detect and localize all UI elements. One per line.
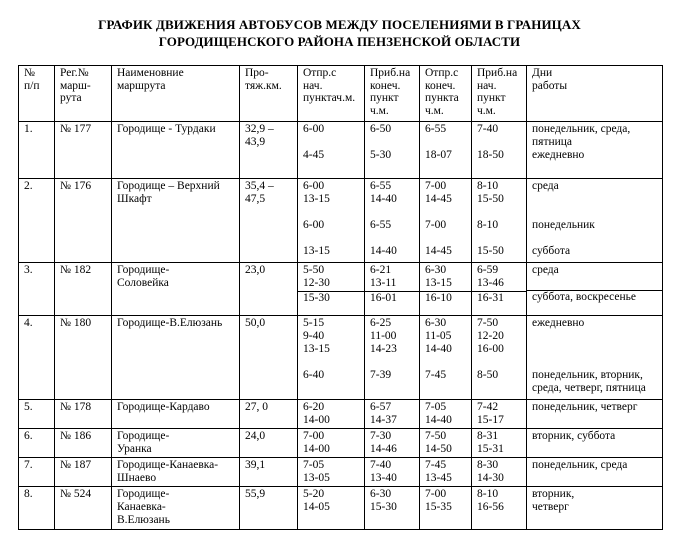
- header-reg: Рег.№ марш- рута: [55, 66, 112, 122]
- working-days: вторник, суббота: [527, 429, 663, 458]
- route-reg: № 186: [55, 429, 112, 458]
- arr-start-times: 6-59 13-46 16-31: [472, 263, 527, 316]
- arr-end-times: 7-30 14-46: [365, 429, 420, 458]
- arr-start-times: 8-10 16-56: [472, 487, 527, 530]
- route-name: Городище-В.Елюзань: [112, 316, 240, 400]
- arr-start-times: 8-10 15-50 8-10 15-50: [472, 179, 527, 263]
- header-num: № п/п: [19, 66, 55, 122]
- route-name: Городище-Кардаво: [112, 400, 240, 429]
- table-row: [19, 400, 663, 429]
- route-reg: № 180: [55, 316, 112, 400]
- header-row: [19, 66, 663, 122]
- arr-start-times: 8-31 15-31: [472, 429, 527, 458]
- dep-start-times: 6-20 14-00: [298, 400, 365, 429]
- working-days: ежедневно понедельник, вторник, среда, четверг, пятница: [527, 316, 663, 400]
- header-length: Про- тяж.км.: [240, 66, 298, 122]
- dep-end-times: 6-55 18-07: [420, 122, 472, 179]
- header-arr-end: Приб.на конеч. пункт ч.м.: [365, 66, 420, 122]
- dep-end-times: 6-30 13-15 16-10: [420, 263, 472, 316]
- route-length: 39,1: [240, 458, 298, 487]
- title-line-1: ГРАФИК ДВИЖЕНИЯ АВТОБУСОВ МЕЖДУ ПОСЕЛЕНИЯМИ В ГРАНИЦАХ: [98, 17, 581, 32]
- header-arr-start: Приб.на нач. пункт ч.м.: [472, 66, 527, 122]
- arr-start-times: 8-30 14-30: [472, 458, 527, 487]
- row-num: 3.: [19, 263, 55, 316]
- working-days: понедельник, четверг: [527, 400, 663, 429]
- dep-end-times: 7-00 15-35: [420, 487, 472, 530]
- row-num: 6.: [19, 429, 55, 458]
- route-reg: № 176: [55, 179, 112, 263]
- route-length: 23,0: [240, 263, 298, 316]
- table-row: [19, 122, 663, 179]
- table-row: [19, 487, 663, 530]
- route-name: Городище-Канаевка- Шнаево: [112, 458, 240, 487]
- working-days: среда суббота, воскресенье: [527, 263, 663, 316]
- table-row: [19, 429, 663, 458]
- route-name: Городище- Канаевка- В.Елюзань: [112, 487, 240, 530]
- dep-start-times: 6-00 4-45: [298, 122, 365, 179]
- working-days: вторник, четверг: [527, 487, 663, 530]
- dep-start-times: 5-50 12-30 15-30: [298, 263, 365, 316]
- arr-end-times: 6-50 5-30: [365, 122, 420, 179]
- arr-end-times: 6-25 11-00 14-23 7-39: [365, 316, 420, 400]
- route-length: 35,4 – 47,5: [240, 179, 298, 263]
- table-row: [19, 316, 663, 400]
- header-name: Наименовние маршрута: [112, 66, 240, 122]
- arr-end-times: 6-57 14-37: [365, 400, 420, 429]
- route-name: Городище - Турдаки: [112, 122, 240, 179]
- dep-start-times: 7-05 13-05: [298, 458, 365, 487]
- route-length: 55,9: [240, 487, 298, 530]
- row-num: 7.: [19, 458, 55, 487]
- working-days: среда понедельник суббота: [527, 179, 663, 263]
- route-reg: № 524: [55, 487, 112, 530]
- dep-start-times: 6-00 13-15 6-00 13-15: [298, 179, 365, 263]
- route-reg: № 182: [55, 263, 112, 316]
- route-length: 32,9 – 43,9: [240, 122, 298, 179]
- route-reg: № 177: [55, 122, 112, 179]
- row-num: 1.: [19, 122, 55, 179]
- table-row: [19, 458, 663, 487]
- arr-start-times: 7-42 15-17: [472, 400, 527, 429]
- dep-end-times: 7-50 14-50: [420, 429, 472, 458]
- row-num: 5.: [19, 400, 55, 429]
- dep-end-times: 6-30 11-05 14-40 7-45: [420, 316, 472, 400]
- arr-start-times: 7-40 18-50: [472, 122, 527, 179]
- row-num: 8.: [19, 487, 55, 530]
- route-length: 27, 0: [240, 400, 298, 429]
- arr-end-times: 6-21 13-11 16-01: [365, 263, 420, 316]
- arr-end-times: 7-40 13-40: [365, 458, 420, 487]
- route-reg: № 187: [55, 458, 112, 487]
- dep-start-times: 7-00 14-00: [298, 429, 365, 458]
- row-num: 4.: [19, 316, 55, 400]
- header-days: Дни работы: [527, 66, 663, 122]
- dep-end-times: 7-05 14-40: [420, 400, 472, 429]
- route-name: Городище- Уранка: [112, 429, 240, 458]
- route-reg: № 178: [55, 400, 112, 429]
- dep-start-times: 5-20 14-05: [298, 487, 365, 530]
- route-name: Городище- Соловейка: [112, 263, 240, 316]
- route-name: Городище – Верхний Шкафт: [112, 179, 240, 263]
- header-dep-end: Отпр.с конеч. пункта ч.м.: [420, 66, 472, 122]
- dep-start-times: 5-15 9-40 13-15 6-40: [298, 316, 365, 400]
- header-dep-start: Отпр.с нач. пунктач.м.: [298, 66, 365, 122]
- bus-schedule-table: [18, 65, 663, 530]
- arr-end-times: 6-30 15-30: [365, 487, 420, 530]
- row-num: 2.: [19, 179, 55, 263]
- arr-end-times: 6-55 14-40 6-55 14-40: [365, 179, 420, 263]
- title-line-2: ГОРОДИЩЕНСКОГО РАЙОНА ПЕНЗЕНСКОЙ ОБЛАСТИ: [158, 34, 521, 49]
- dep-end-times: 7-45 13-45: [420, 458, 472, 487]
- route-length: 50,0: [240, 316, 298, 400]
- dep-end-times: 7-00 14-45 7-00 14-45: [420, 179, 472, 263]
- route-length: 24,0: [240, 429, 298, 458]
- working-days: понедельник, среда, пятница ежедневно: [527, 122, 663, 179]
- table-row: [19, 179, 663, 263]
- table-row: [19, 263, 663, 316]
- arr-start-times: 7-50 12-20 16-00 8-50: [472, 316, 527, 400]
- working-days: понедельник, среда: [527, 458, 663, 487]
